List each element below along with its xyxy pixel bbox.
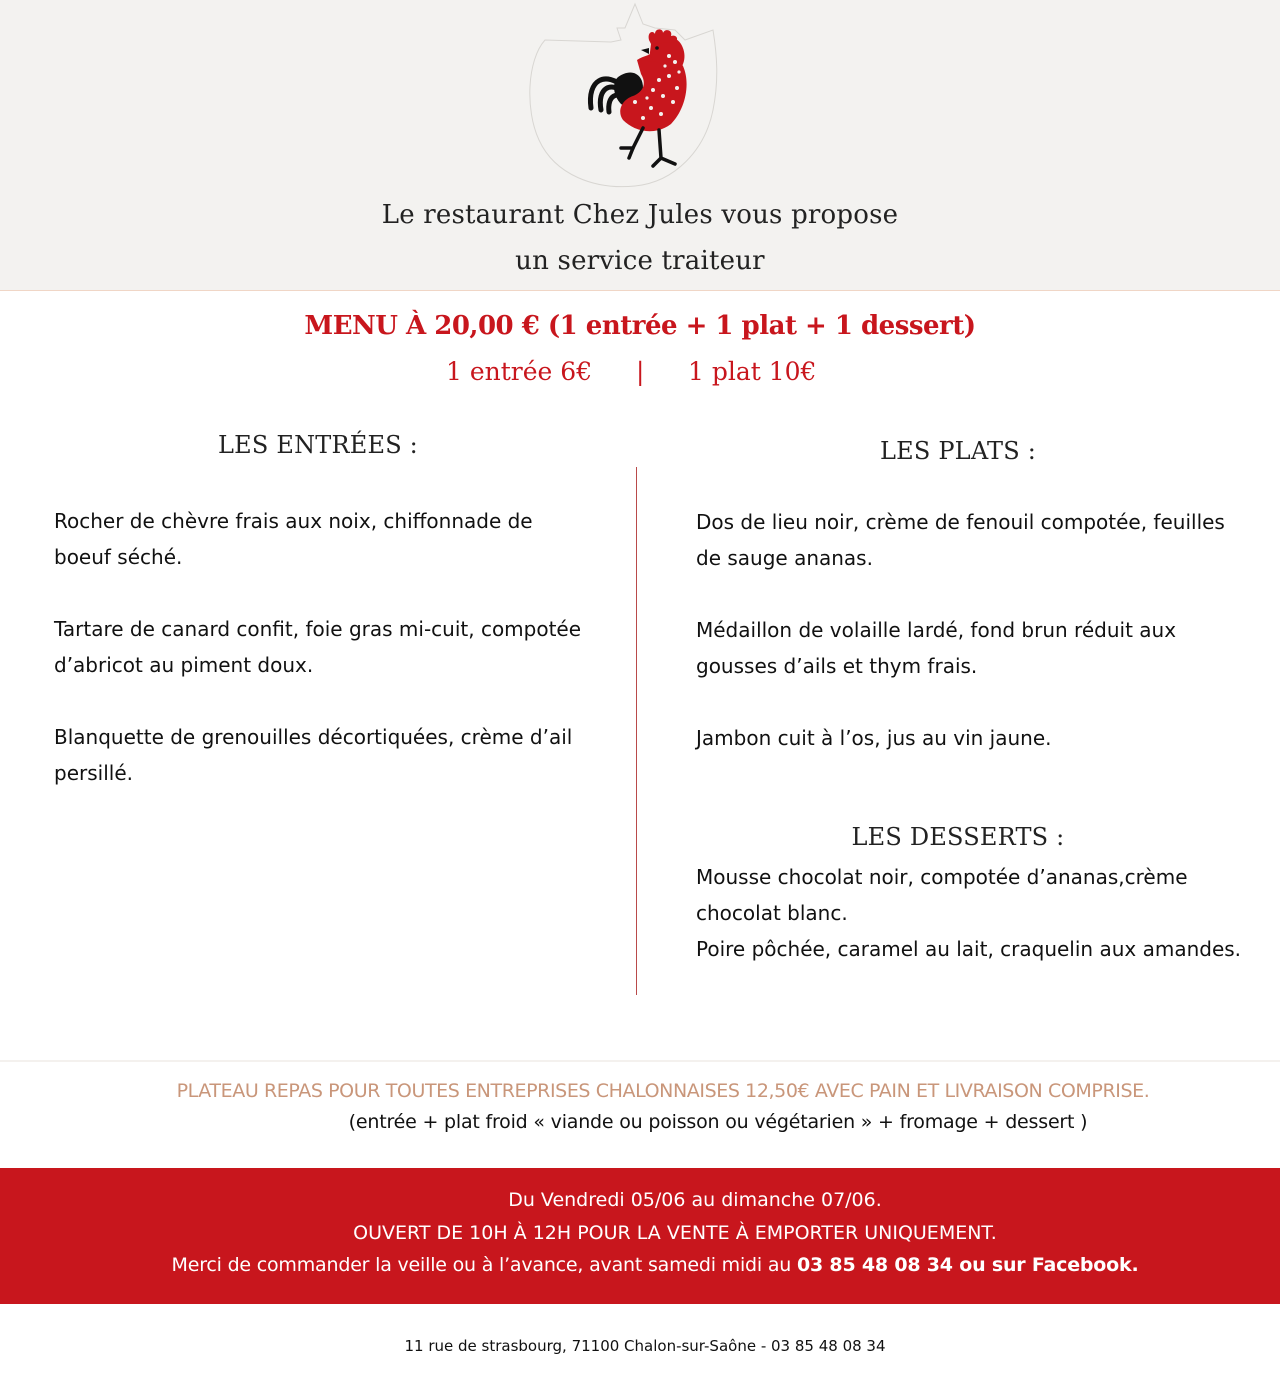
plateau-title: PLATEAU REPAS POUR TOUTES ENTREPRISES CHALONNAISES 12,50€ AVEC PAIN ET LIVRAISON COMPRISE. bbox=[176, 1080, 1150, 1102]
desserts-title: LES DESSERTS : bbox=[851, 823, 1065, 851]
plateau-subtitle: (entrée + plat froid « viande ou poisson ou végétarien » + fromage + dessert ) bbox=[348, 1111, 1088, 1133]
price-entree: 1 entrée 6€ bbox=[446, 357, 593, 386]
plat-item: Jambon cuit à l’os, jus au vin jaune. bbox=[696, 726, 1052, 750]
plats-title: LES PLATS : bbox=[880, 437, 1036, 465]
tagline-line-2: un service traiteur bbox=[515, 246, 765, 276]
footer-address: 11 rue de strasbourg, 71100 Chalon-sur-Saône - 03 85 48 08 34 bbox=[404, 1337, 886, 1355]
banner-hours: OUVERT DE 10H À 12H POUR LA VENTE À EMPORTER UNIQUEMENT. bbox=[353, 1222, 997, 1244]
rooster-icon bbox=[525, 0, 725, 190]
plateau-divider bbox=[0, 1060, 1280, 1062]
column-divider bbox=[636, 467, 637, 995]
banner-phone-facebook[interactable]: 03 85 48 08 34 ou sur Facebook. bbox=[796, 1254, 1139, 1276]
banner-dates: Du Vendredi 05/06 au dimanche 07/06. bbox=[508, 1189, 882, 1211]
price-plat: 1 plat 10€ bbox=[688, 357, 817, 386]
price-separator: | bbox=[636, 357, 645, 386]
menu-title: MENU À 20,00 € (1 entrée + 1 plat + 1 dessert) bbox=[304, 311, 976, 341]
header bbox=[0, 0, 1280, 291]
entrees-title: LES ENTRÉES : bbox=[218, 431, 418, 459]
price-row bbox=[0, 357, 1280, 391]
entree-item: Rocher de chèvre frais aux noix, chiffonnade de boeuf séché. bbox=[54, 509, 533, 569]
entree-item: Tartare de canard confit, foie gras mi-cuit, compotée d’abricot au piment doux. bbox=[54, 617, 582, 677]
dessert-item: Mousse chocolat noir, compotée d’ananas,crème chocolat blanc. bbox=[696, 865, 1188, 925]
opening-banner bbox=[0, 1168, 1280, 1304]
plat-item: Médaillon de volaille lardé, fond brun réduit aux gousses d’ails et thym frais. bbox=[696, 618, 1177, 678]
entree-item: Blanquette de grenouilles décortiquées, crème d’ail persillé. bbox=[54, 725, 573, 785]
banner-order-info bbox=[0, 1254, 1280, 1276]
dessert-item: Poire pôchée, caramel au lait, craquelin aux amandes. bbox=[696, 937, 1242, 961]
plat-item: Dos de lieu noir, crème de fenouil compotée, feuilles de sauge ananas. bbox=[696, 510, 1225, 570]
banner-order-text: Merci de commander la veille ou à l’avance, avant samedi midi au bbox=[171, 1254, 797, 1276]
tagline-line-1: Le restaurant Chez Jules vous propose bbox=[381, 200, 899, 230]
